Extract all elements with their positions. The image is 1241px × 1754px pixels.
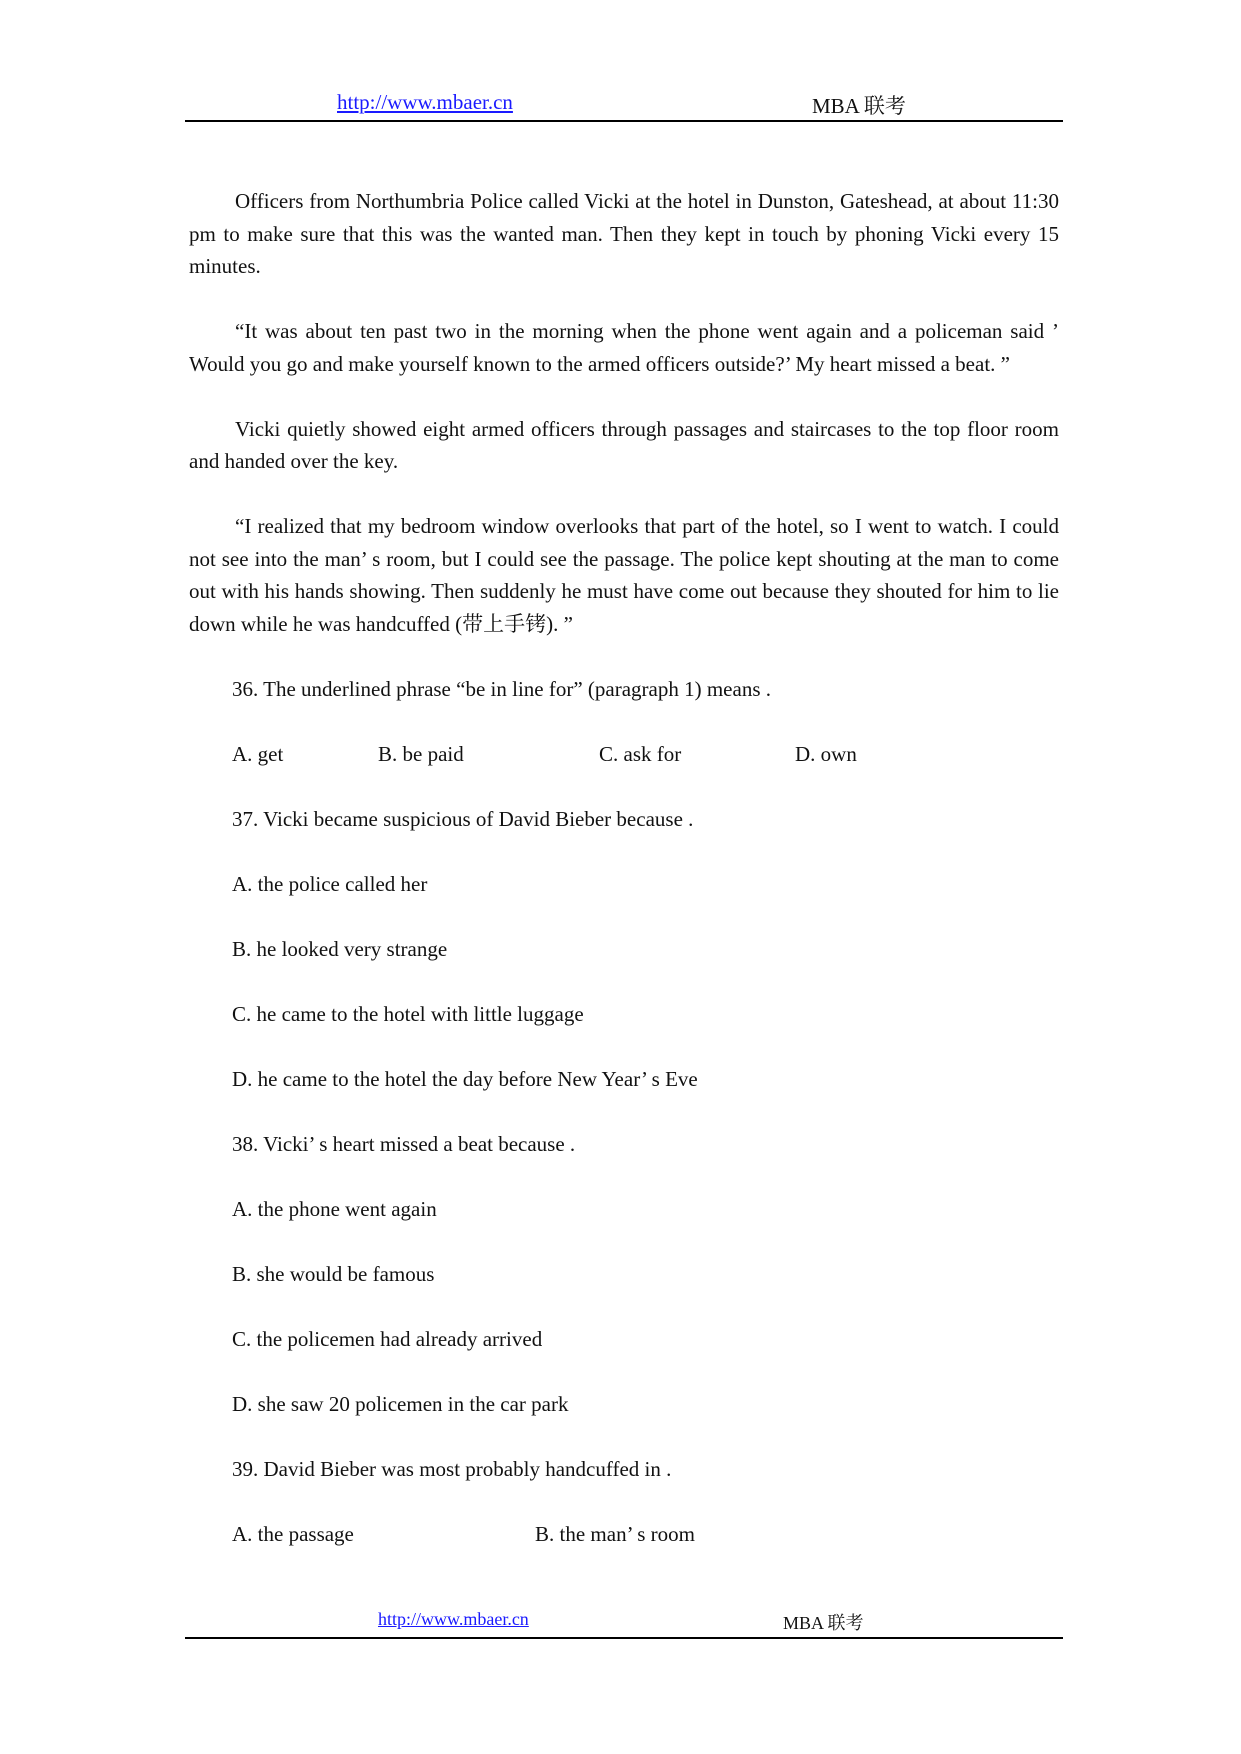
option-b: B. she would be famous: [232, 1261, 435, 1286]
option-d: D. she saw 20 policemen in the car park: [232, 1391, 569, 1416]
option-a: A. the phone went again: [232, 1196, 437, 1221]
option-a: A. the passage: [232, 1521, 354, 1546]
page-header: [185, 86, 1063, 122]
question-37-stem: 37. Vicki became suspicious of David Bieber because .: [232, 806, 694, 831]
option-c: C. he came to the hotel with little luggage: [232, 1001, 584, 1026]
option-d: D. he came to the hotel the day before New Year’ s Eve: [232, 1066, 698, 1091]
question-36-stem: 36. The underlined phrase “be in line for” (paragraph 1) means .: [232, 676, 771, 701]
page-footer: [185, 1607, 1063, 1639]
option-a: A. get: [232, 741, 284, 766]
footer-url-link[interactable]: http://www.mbaer.cn: [378, 1609, 529, 1629]
paragraph: “I realized that my bedroom window overlooks that part of the hotel, so I went to watch. I could not see into the man’ s room, but I could see the passage. The police kept shouting at the man to come out with his hands showing. Then suddenly he must have come out because they shouted for him to lie down while he was handcuffed (带上手铐). ”: [189, 514, 1059, 636]
option-c: C. ask for: [599, 741, 682, 766]
document-body: [189, 185, 1059, 1583]
question-38-stem: 38. Vicki’ s heart missed a beat because .: [232, 1131, 576, 1156]
header-label: MBA 联考: [812, 94, 906, 118]
option-b: B. he looked very strange: [232, 936, 448, 961]
footer-label: MBA 联考: [783, 1613, 864, 1633]
option-b: B. the man’ s room: [535, 1521, 696, 1546]
question-36-options: [189, 738, 1059, 771]
question-39-stem: 39. David Bieber was most probably handcuffed in .: [232, 1456, 672, 1481]
question-39-options: [189, 1518, 1059, 1551]
option-c: C. the policemen had already arrived: [232, 1326, 543, 1351]
option-b: B. be paid: [378, 741, 464, 766]
option-a: A. the police called her: [232, 871, 428, 896]
option-d: D. own: [795, 741, 857, 766]
paragraph: Vicki quietly showed eight armed officers through passages and staircases to the top floor room and handed over the key.: [189, 416, 1059, 473]
header-url-link[interactable]: http://www.mbaer.cn: [337, 90, 513, 114]
paragraph: Officers from Northumbria Police called Vicki at the hotel in Dunston, Gateshead, at about 11:30 pm to make sure that this was the wanted man. Then they kept in touch by phoning Vicki every 15 minutes.: [189, 189, 1059, 278]
paragraph: “It was about ten past two in the morning when the phone went again and a policeman said ’ Would you go and make yourself known to the armed officers outside?’ My heart missed a beat. ”: [189, 319, 1059, 376]
